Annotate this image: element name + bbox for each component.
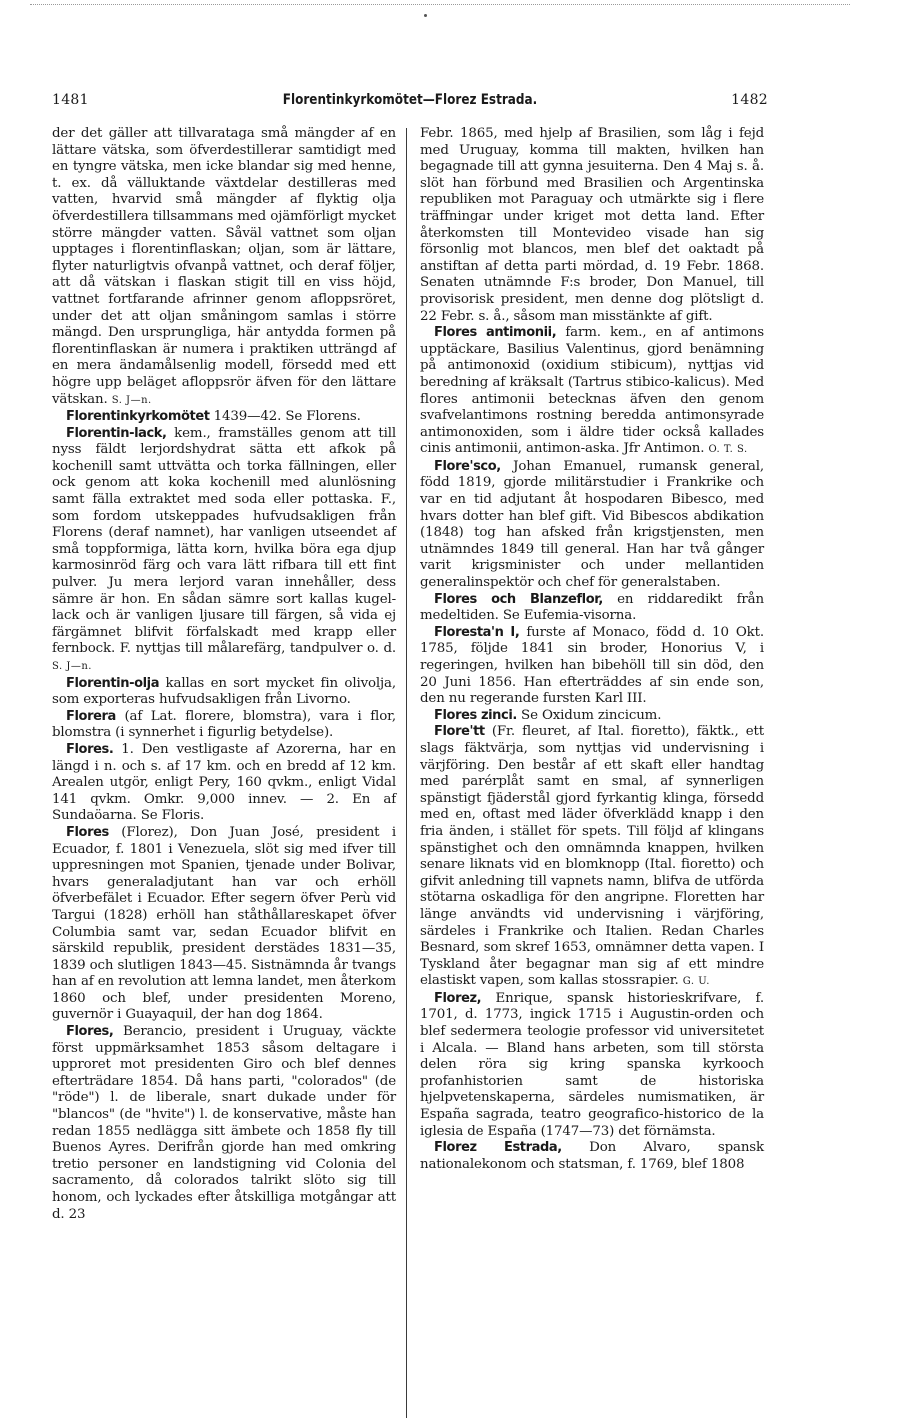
entry-headword: Florera [66, 708, 116, 724]
entry-text: kem., framställes genom att till nyss fäldt lerjordshydrat sätta ett afkok på kochenill samt uttvätta och torka fällningen, eller ock genom att koka kochenill med alunlösning samt fälla extraktet med soda eller pottaska. F., som fordom utskeppades hufvudsakligen från Florens (deraf namnet), har vanligen utseendet af små toppformiga, lätta korn, hvilka böra ega djup karmosinröd färg och vara lätt rifbara till ett fint pulver. Ju mera lerjord varan innehåller, dess sämre är hon. En sådan sämre sort kallas kugel-lack och är vanligen ljusare till färgen, så vida ej färgämnet blifvit förfalskadt med krapp eller fernbock. F. nyttjas till målarefärg, tandpulver o. d. [52, 425, 396, 657]
entry [420, 592, 764, 625]
entry-text: farm. kem., en af antimons upptäckare, Basilius Valentinus, gjord benämning på antimonoxid (oxidium stibicum), nyttjas vid beredning af kräksalt (Tartrus stibico-kalicus). Med flores antimonii betecknas äfven den genom svafvelantimons rostning beredda antimonsyrade antimonoxiden, som i äldre tider också kallades cinis antimonii, antimon-aska. Jfr Antimon. [420, 325, 764, 457]
entry [52, 409, 396, 426]
entry-headword: Flores, [66, 1024, 114, 1040]
right-column [420, 126, 764, 1173]
entry-headword: Flore'sco, [434, 458, 501, 474]
entry-headword: Florez, [434, 990, 482, 1006]
entry-text: (af Lat. florere, blomstra), vara i flor, blomstra (i synnerhet i figurlig betydelse). [52, 708, 396, 741]
continuation-paragraph [52, 126, 396, 409]
entry-headword: Florentinkyrkomötet [66, 409, 210, 425]
author-signature: G. U. [682, 976, 710, 988]
author-signature: O. T. S. [708, 444, 748, 456]
entry [52, 426, 396, 676]
column-divider [406, 128, 407, 1418]
entry [52, 825, 396, 1024]
page-number-right: 1482 [731, 92, 768, 108]
left-column [52, 126, 396, 1223]
entry-headword: Flores och Blanzeflor, [434, 591, 603, 607]
entry-text: (Fr. fleuret, af Ital. fioretto), fäktk., ett slags fäktvärja, som nyttjas vid undervisning i värjföring. Den består af ett skaft eller handtag med parérplåt samt en smal, af synnerligen spänstigt fjäderstål gjord fyrkantig klinga, försedd med en, oftast med läder öfverklädd knapp i den fria änden, i stället för spets. Till följd af klingans spänstighet och den omnämnda knappen, hvilken senare liknats vid en blomknopp (Ital. fioretto) och gifvit anledning till vapnets namn, blifva de utförda stötarna oskadliga för den angripne. Floretten har länge användts vid undervisning i värjföring, särdeles i Frankrike och Italien. Redan Charles Besnard, som skref 1653, omnämner detta vapen. I Tyskland åter begagnar man sig af ett mindre elastiskt vapen, som kallas stossrapier. [420, 724, 764, 989]
running-header [52, 92, 768, 114]
entry-headword: Flores. [66, 741, 114, 757]
entry-headword: Floresta'n I, [434, 624, 520, 640]
entry-headword: Flores antimonii, [434, 325, 557, 341]
entry [420, 991, 764, 1140]
entry [420, 459, 764, 592]
entry-text: 1. Den vestligaste af Azorerna, har en längd i n. och s. af 17 km. och en bredd af 12 km. Arealen utgör, enligt Pery, 160 qvkm., enligt Vidal 141 qvkm. Omkr. 9,000 innev. — 2. En af Sundaöarna. Se Floris. [52, 741, 396, 824]
entry [420, 1140, 764, 1173]
entry-text: furste af Monaco, född d. 10 Okt. 1785, följde 1841 sin broder, Honorius V, i regeringen, hvilken han bibehöll till sin död, den 20 Juni 1856. Han efterträddes af sin ende son, den nu regerande fursten Karl III. [420, 624, 764, 707]
entry-headword: Florez Estrada, [434, 1140, 562, 1156]
entry-headword: Flores [66, 824, 109, 840]
entry [52, 1024, 396, 1223]
page-number-left: 1481 [52, 92, 89, 108]
entry-text: en riddaredikt från medeltiden. Se Eufemia-visorna. [420, 591, 764, 624]
entry-text: Febr. 1865, med hjelp af Brasilien, som låg i fejd med Uruguay, komma till makten, hvilken han begagnade till att gynna jesuiterna. Den 4 Maj s. å. slöt han förbund med Brasilien och Argentinska republiken mot Paraguay och utmärkte sig i flere träffningar under kriget mot detta land. Efter återkomsten till Montevideo visade han sig försonlig mot blancos, men blef det oaktadt på anstiftan af detta parti mördad, d. 19 Febr. 1868. Senaten utnämnde F:s broder, Don Manuel, till provisorisk president, men denne dog plötsligt d. 22 Febr. s. å., såsom man misstänkte af gift. [420, 126, 764, 324]
entry [420, 325, 764, 459]
entry-text: Johan Emanuel, rumansk general, född 1819, gjorde militärstudier i Frankrike och var en tid adjutant åt hospodaren Bibesco, med hvars dotter han blef gift. Vid Bibescos abdikation (1848) tog han afsked från krigstjensten, men utnämndes 1849 till general. Han har två gånger varit krigsminister och under mellantiden generalinspektör och chef för generalstaben. [420, 458, 764, 591]
author-signature: S. J—n. [111, 394, 152, 406]
entry [420, 625, 764, 708]
entry-text: Berancio, president i Uruguay, väckte först uppmärksamhet 1853 såsom deltagare i upproret mot presidenten Giro och blef dennes efterträdare 1854. Då hans parti, "colorados" (de "röde") l. de liberale, snart dukade under för "blancos" (de "hvite") l. de konservative, måste han redan 1855 nedlägga sitt ämbete och 1858 fly till Buenos Ayres. Derifrån gjorde han med omkring tretio personer en landstigning vid Colonia del sacramento, då colorados talrikt slöto sig till honom, och lyckades efter åtskilliga motgångar att d. 23 [52, 1024, 396, 1222]
entry-text: Enrique, spansk historieskrifvare, f. 1701, d. 1773, ingick 1715 i Augustin-orden och blef sedermera teologie professor vid universitetet i Alcala. — Bland hans arbeten, som till största delen röra sig kring spanska kyrkooch profanhistorien samt de historiska hjelpvetenskaperna, särdeles numismatiken, är España sagrada, teatro geografico-historico de la iglesia de España (1747—73) det förnämsta. [420, 990, 764, 1139]
entry [420, 724, 764, 991]
entry [420, 708, 764, 725]
scan-top-edge [30, 4, 850, 5]
author-signature: S. J—n. [52, 661, 92, 672]
running-title: Florentinkyrkomötet—Florez Estrada. [282, 92, 538, 108]
entry [52, 676, 396, 709]
continuation-paragraph [420, 126, 764, 325]
entry [52, 742, 396, 825]
entry [52, 709, 396, 742]
entry-headword: Flores zinci. [434, 707, 517, 723]
entry-text: 1439—42. Se Florens. [209, 409, 361, 425]
entry-text: Se Oxidum zincicum. [516, 707, 662, 723]
entry-headword: Florentin-lack, [66, 425, 167, 441]
entry-text: kallas en sort mycket fin olivolja, som exporteras hufvudsakligen från Livorno. [52, 675, 396, 708]
entry-headword: Flore'tt [434, 724, 485, 740]
entry-text: Don Alvaro, spansk nationalekonom och statsman, f. 1769, blef 1808 [420, 1140, 764, 1172]
speck [424, 14, 427, 17]
entry-text: der det gäller att tillvaratagа små mängder af en lättare vätska, som öfverdestillerar samtidigt med en tyngre vätska, men icke blandar sig med henne, t. ex. då välluktande växtdelar destilleras med vatten, hvarvid små mängder af flyktig olja öfverdestillera tillsammans med ojämförligt mycket större mängder vatten. Såväl vattnet som oljan upptages i florentinflaskan; oljan, som är lättare, flyter naturligtvis ofvanpå vattnet, och deraf följer, att då vätskan i flaskan stigit till en viss höjd, vattnet fortfarande afrinner genom afloppsröret, under det att oljan småningom samlas i större mängd. Den ursprungliga, här antydda formen på florentinflaskan är numera i praktiken utträngd af en mera ändamålsenlig modell, försedd med ett högre upp beläget afloppsrör äfven för den lättare vätskan. [52, 126, 396, 407]
entry-headword: Florentin-olja [66, 675, 160, 691]
entry-text: (Florez), Don Juan José, president i Ecuador, f. 1801 i Venezuela, slöt sig med ifver till uppresningen mot Spanien, tjenade under Bolivar, hvars generaladjutant han var och erhöll öfverbefälet i Ecuador. Efter segern öfver Perù vid Targui (1828) erhöll han ståthållareskapet öfver Columbia samt var, sedan Ecuador blifvit en särskild republik, president derstädes 1831—35, 1839 och slutligen 1843—45. Sistnämnda år tvangs han af en revolution att lemna landet, men återkom 1860 och blef, under presidenten Moreno, guvernör i Guayaquil, der han dog 1864. [52, 824, 396, 1023]
